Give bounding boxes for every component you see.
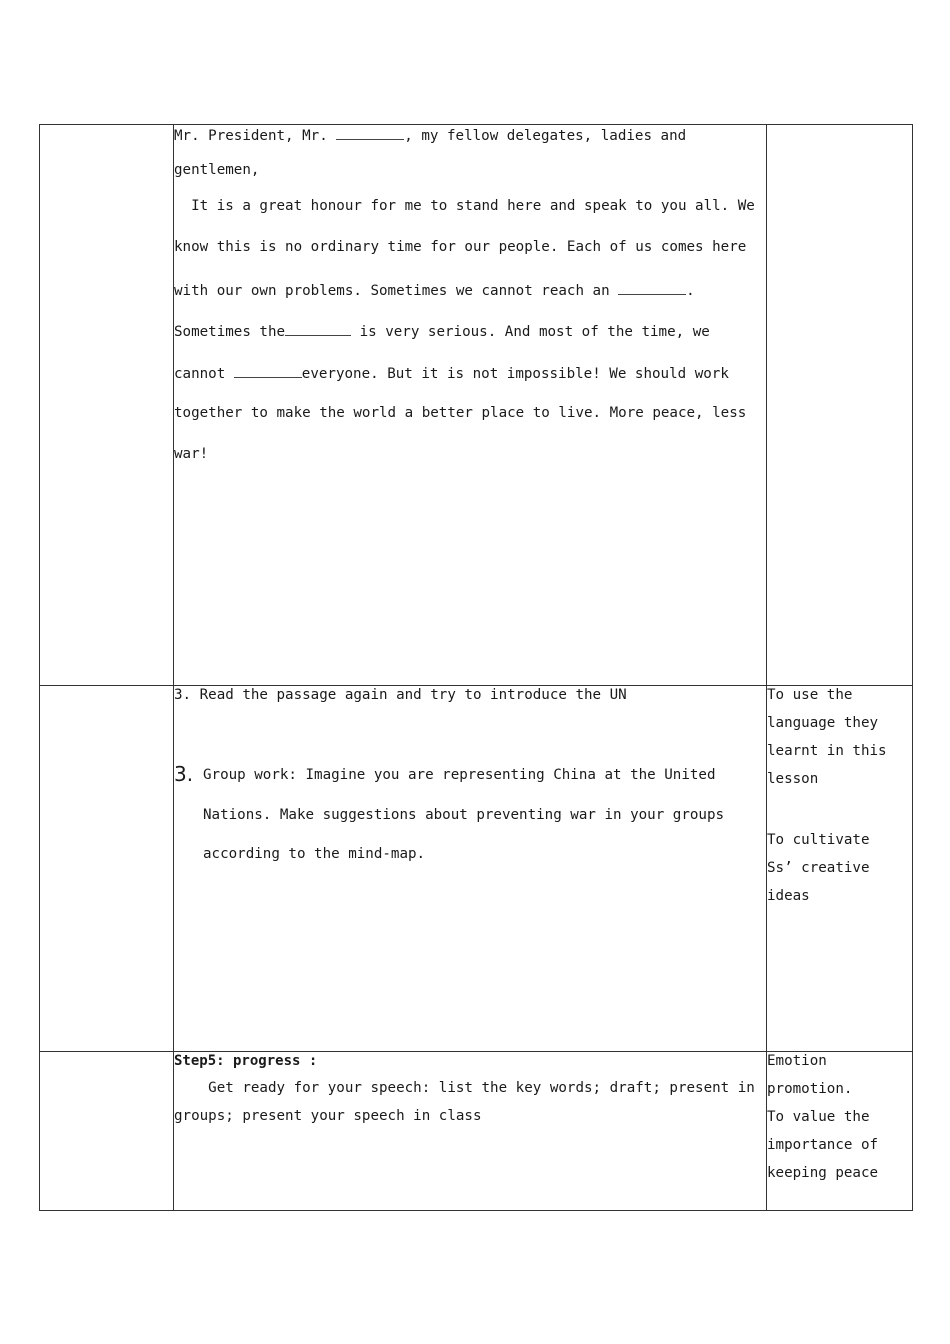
fill-blank[interactable] [336,125,404,140]
table-row-step5 [40,1052,913,1211]
step-label-cell [40,125,174,686]
step5-line: groups; present your speech in class [174,1108,482,1124]
speech-line: cannot everyone. But it is not impossible! We should work [174,363,766,404]
emotion-line: Emotion [767,1053,827,1069]
emotion-line: promotion. [767,1081,853,1097]
fill-blank[interactable] [285,321,351,336]
step-label-cell [40,686,174,1052]
speech-line: know this is no ordinary time for our people. Each of us comes here [174,239,747,256]
speech-passage-cell [174,125,767,686]
table-row-tasks [40,686,913,1052]
emotion-line: To value the [767,1109,870,1125]
task-number: 3. [174,762,194,786]
emotion-cell [767,1052,913,1211]
speech-line: It is a great honour for me to stand here and speak to you all. We [174,198,755,214]
group-work-line: Group work: Imagine you are representing China at the United [203,767,716,783]
spacer [767,798,912,831]
speech-line: Sometimes the is very serious. And most of the time, we [174,321,766,362]
emotion-line: importance of [767,1137,879,1153]
step5-title: Step5: progress : [174,1053,318,1069]
read-task: 3. Read the passage again and try to introduce the UN [174,687,627,703]
lesson-plan-table [39,124,913,1211]
step-label-cell [40,1052,174,1211]
group-work-line: according to the mind-map. [203,846,426,862]
fill-blank[interactable] [618,280,686,295]
table-row-speech [40,125,913,686]
step5-cell [174,1052,767,1211]
speech-line: gentlemen, [174,162,260,178]
aim-cell-empty [767,125,913,686]
speech-line: Mr. President, Mr. , my fellow delegates, ladies and [174,125,766,161]
speech-line: war! [174,446,209,463]
aim-line: ideas [767,888,810,904]
speech-line: together to make the world a better place to live. More peace, less [174,404,747,421]
aim-line: To cultivate [767,832,870,848]
group-work-line: Nations. Make suggestions about preventing war in your groups [203,806,725,823]
aim-line: lesson [767,771,819,787]
speech-line: with our own problems. Sometimes we cannot reach an . [174,280,766,321]
aim-line: To use the [767,687,853,703]
group-work-task [174,762,766,885]
fill-blank[interactable] [234,363,302,378]
emotion-line: keeping peace [767,1165,879,1181]
step5-line: Get ready for your speech: list the key words; draft; present in [174,1080,755,1096]
aim-line: Ss’ creative [767,860,870,876]
aim-cell [767,686,913,1052]
aim-line: language they [767,715,879,731]
task-cell [174,686,767,1052]
aim-line: learnt in this [767,743,887,759]
